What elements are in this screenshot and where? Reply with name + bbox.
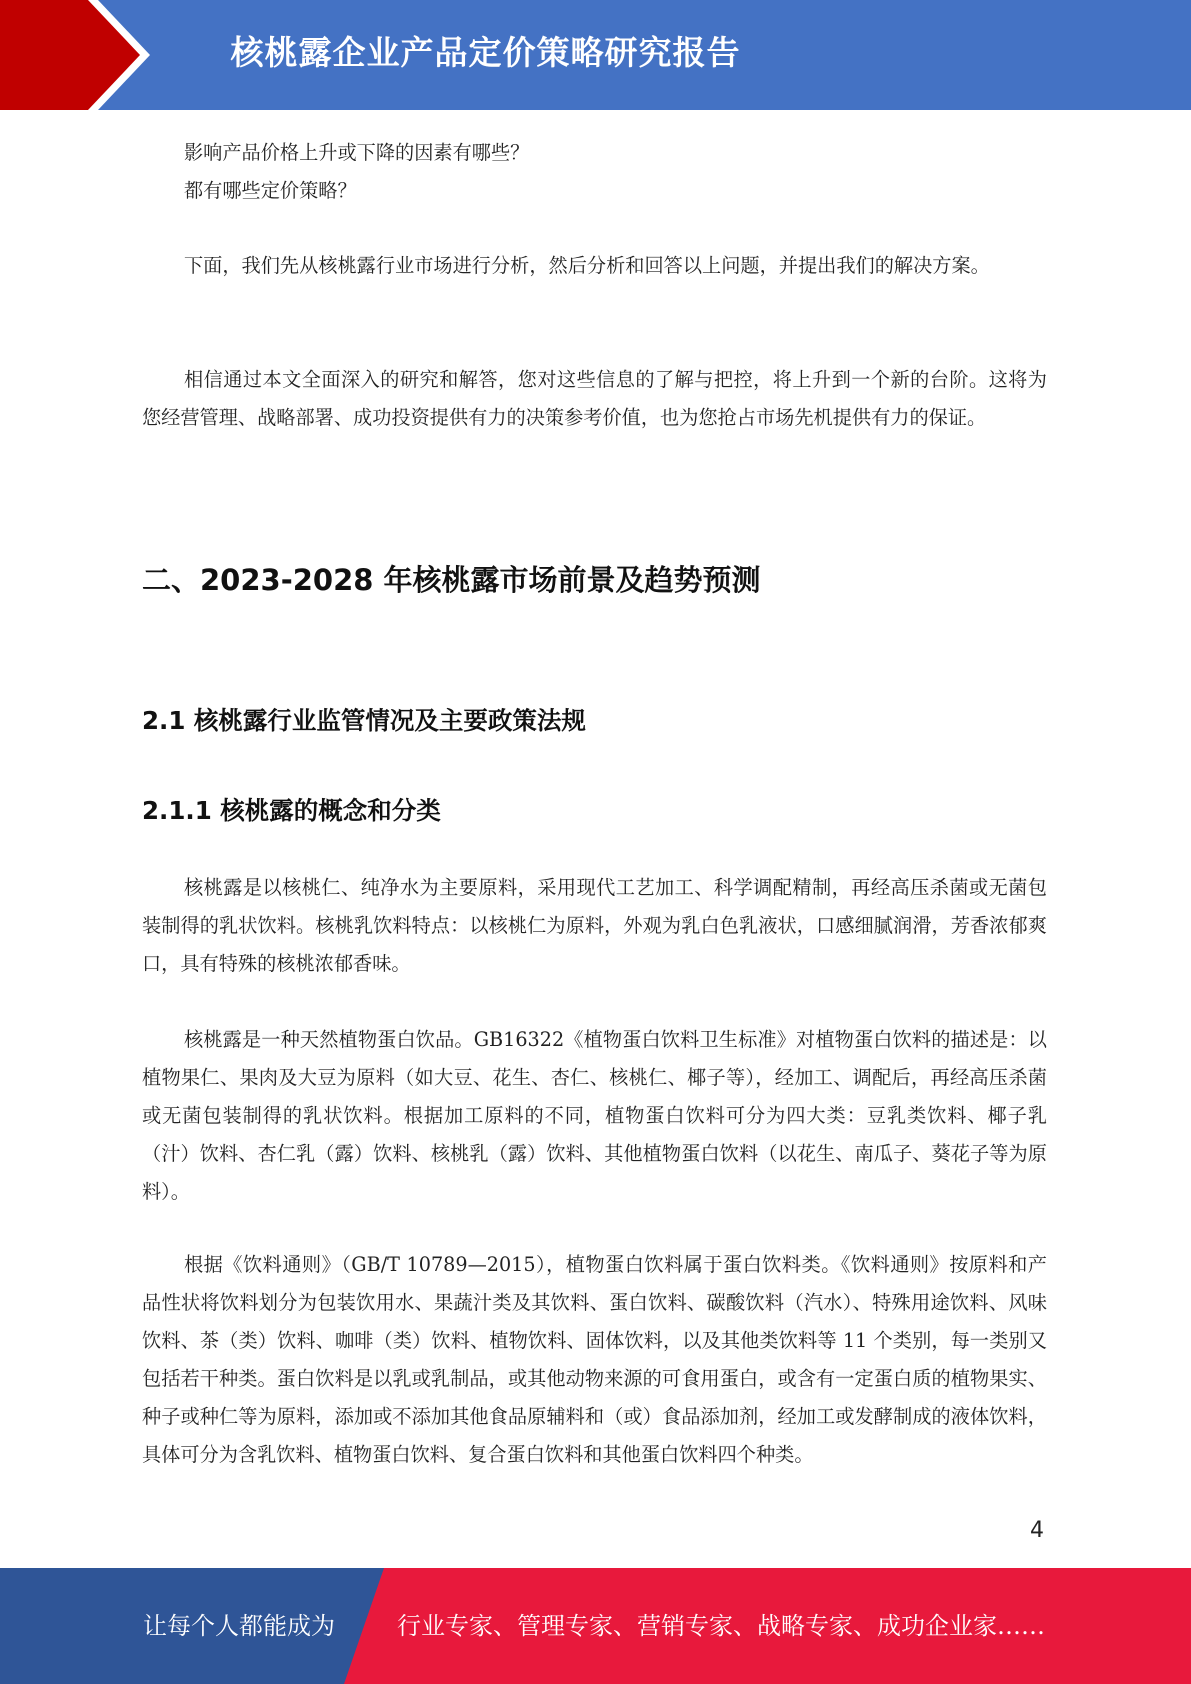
subsection-heading-2-1: 2.1 核桃露行业监管情况及主要政策法规 [142,706,586,735]
concept-paragraph-2: 核桃露是一种天然植物蛋白饮品。GB16322《植物蛋白饮料卫生标准》对植物蛋白饮料的描述是：以植物果仁、果肉及大豆为原料（如大豆、花生、杏仁、核桃仁、椰子等），经加工、调配后，再经高压杀菌或无菌包装制得的乳状饮料。根据加工原料的不同，植物蛋白饮料可分为四大类：豆乳类饮料、椰子乳（汁）饮料、杏仁乳（露）饮料、核桃乳（露）饮料、其他植物蛋白饮料（以花生、南瓜子、葵花子等为原料）。 [142,1028,1047,1203]
intro-question-2: 都有哪些定价策略？ [184,179,357,202]
page-number: 4 [1030,1518,1044,1543]
footer-slogan-left: 让每个人都能成为 [143,1612,335,1640]
footer-slogan-right: 行业专家、管理专家、营销专家、战略专家、成功企业家…… [397,1612,1045,1640]
concept-paragraph-3: 根据《饮料通则》（GB/T 10789—2015），植物蛋白饮料属于蛋白饮料类。《饮料通则》按原料和产品性状将饮料划分为包装饮用水、果蔬汁类及其饮料、蛋白饮料、碳酸饮料（汽水）、特殊用途饮料、风味饮料、茶（类）饮料、咖啡（类）饮料、植物饮料、固体饮料，以及其他类饮料等 11 个类别，每一类别又包括若干种类。蛋白饮料是以乳或乳制品，或其他动物来源的可食用蛋白，或含有一定蛋白质的植物果实、种子或种仁等为原料，添加或不添加其他食品原辅料和（或）食品添加剂，经加工或发酵制成的液体饮料，具体可分为含乳饮料、植物蛋白饮料、复合蛋白饮料和其他蛋白饮料四个种类。 [142,1253,1047,1466]
concept-paragraph-1: 核桃露是以核桃仁、纯净水为主要原料，采用现代工艺加工、科学调配精制，再经高压杀菌或无菌包装制得的乳状饮料。核桃乳饮料特点：以核桃仁为原料，外观为乳白色乳液状，口感细腻润滑，芳香浓郁爽口，具有特殊的核桃浓郁香味。 [142,876,1047,975]
header-title: 核桃露企业产品定价策略研究报告 [230,33,741,72]
page-header [0,0,1191,110]
intro-paragraph-1: 下面，我们先从核桃露行业市场进行分析，然后分析和回答以上问题，并提出我们的解决方案。 [184,254,990,277]
intro-paragraph-2: 相信通过本文全面深入的研究和解答，您对这些信息的了解与把控，将上升到一个新的台阶。这将为您经营管理、战略部署、成功投资提供有力的决策参考价值，也为您抢占市场先机提供有力的保证。 [142,368,1047,429]
page-footer [0,1568,1191,1684]
subsection-heading-2-1-1: 2.1.1 核桃露的概念和分类 [142,796,441,825]
intro-question-1: 影响产品价格上升或下降的因素有哪些？ [184,141,530,164]
section-heading: 二、2023-2028 年核桃露市场前景及趋势预测 [142,563,761,597]
